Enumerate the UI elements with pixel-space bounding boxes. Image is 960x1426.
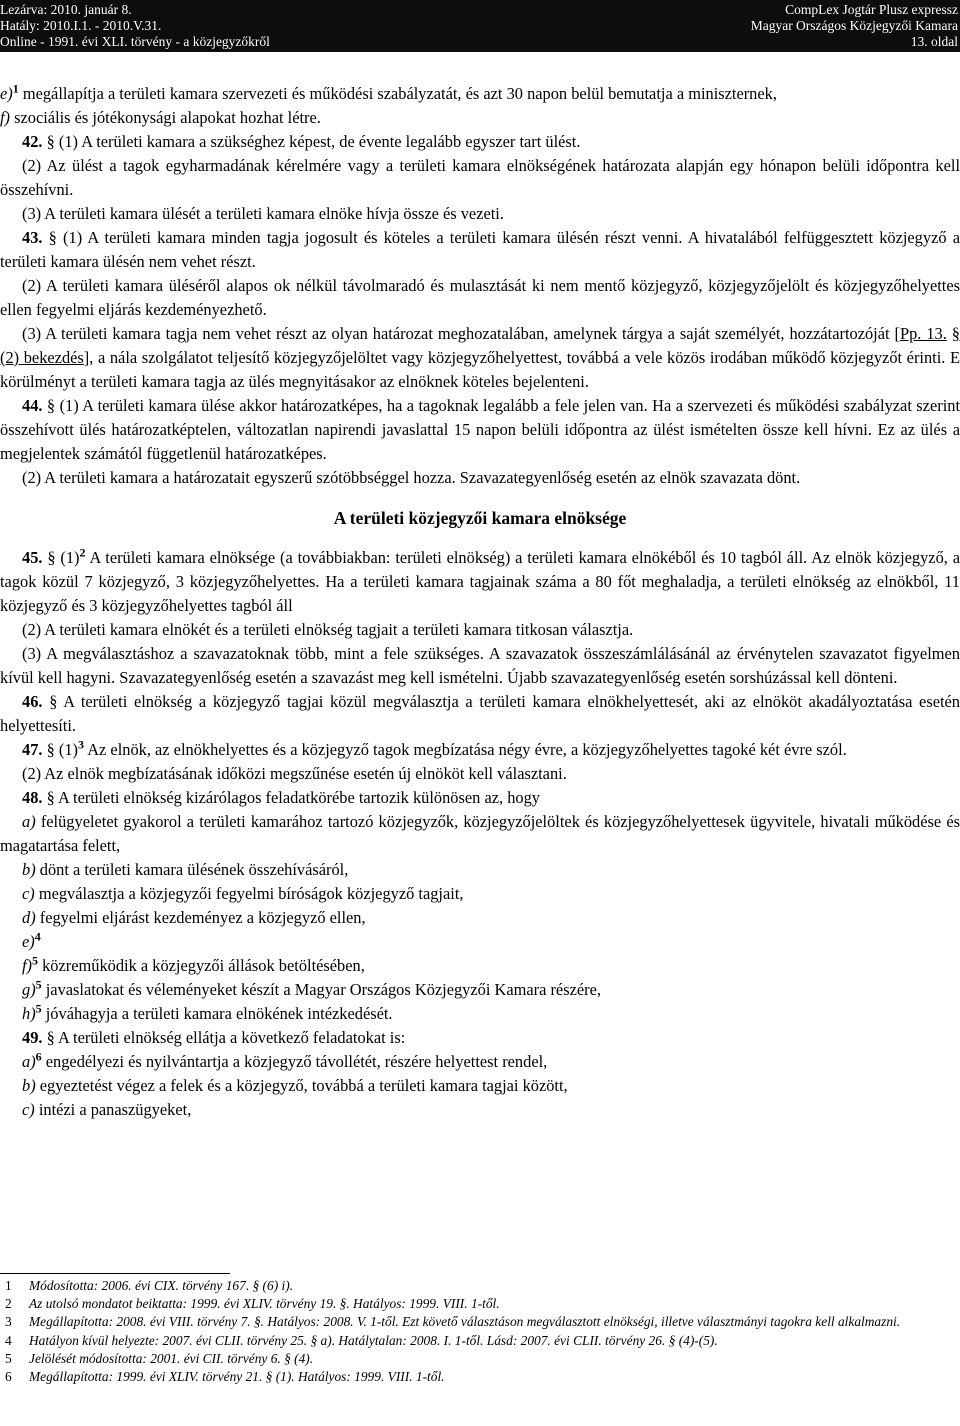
section-text: § (1) A területi kamara a szükséghez képest, de évente legalább egyszer tart ülést. [42, 132, 581, 151]
footnote-4 [0, 1332, 960, 1350]
header-right [751, 2, 958, 50]
section-44-p2: (2) A területi kamara a határozatait egyszerű szótöbbséggel hozza. Szavazategyenlőség esetén az elnök szavazata dönt. [22, 468, 801, 487]
point-48-h [0, 1002, 960, 1026]
section-number: 44. [22, 396, 43, 415]
footnote-number: 4 [5, 1332, 12, 1348]
point-text: megállapítja a területi kamara szervezeti és működési szabályzatát, és azt 30 napon belül bemutatja a miniszternek, [18, 84, 777, 103]
header-law-title: Online - 1991. évi XLI. törvény - a közjegyzőkről [0, 34, 270, 49]
footnotes [0, 1277, 960, 1386]
section-text: § A területi elnökség ellátja a következő feladatokat is: [42, 1028, 406, 1047]
footnote-text: Jelölését módosította: 2001. évi CII. törvény 6. § (4). [29, 1350, 314, 1366]
section-number: 45. [22, 548, 43, 567]
header-validity: Hatály: 2010.I.1. - 2010.V.31. [0, 18, 162, 33]
footnote-number: 5 [5, 1350, 12, 1366]
point-48-f [0, 954, 960, 978]
section-46-p1 [0, 690, 960, 738]
section-text: (3) A területi kamara tagja nem vehet részt az olyan határozat meghozatalában, amelynek tárgya a saját személyét, hozzátartozóját [ [22, 324, 900, 343]
paragraph-e [0, 82, 960, 106]
point-label: f) [0, 108, 11, 127]
point-label: g) [22, 980, 36, 999]
footnote-ref[interactable]: 2 [79, 545, 86, 560]
footnote-ref[interactable]: 5 [35, 1001, 42, 1016]
page-header [0, 0, 960, 52]
header-publisher: Magyar Országos Közjegyzői Kamara [750, 18, 958, 33]
section-45-p1 [0, 546, 960, 618]
footnote-6 [0, 1368, 960, 1386]
footnote-ref[interactable]: 3 [78, 737, 85, 752]
section-47-p1 [0, 738, 960, 762]
section-text: § (1) [42, 740, 79, 759]
point-49-a [0, 1050, 960, 1074]
section-text: Az elnök, az elnökhelyettes és a közjegyző tagok megbízatása négy évre, a közjegyzőhelyettes tagoké két évre szól. [84, 740, 847, 759]
point-label: e) [0, 84, 13, 103]
point-text: intézi a panaszügyeket, [34, 1100, 192, 1119]
footnote-2 [0, 1295, 960, 1313]
section-49-p1 [0, 1026, 960, 1050]
section-42-p1 [0, 130, 960, 154]
section-44-p1 [0, 394, 960, 466]
section-text: § A területi elnökség a közjegyző tagjai közül megválasztja a területi kamara elnökhelyettesét, aki az elnököt akadályoztatása esetén helyettesíti. [0, 692, 960, 735]
point-text: egyeztetést végez a felek és a közjegyző, továbbá a területi kamara tagjai között, [35, 1076, 568, 1095]
point-text: javaslatokat és véleményeket készít a Magyar Országos Közjegyzői Kamara részére, [41, 980, 601, 999]
section-43-p3 [0, 322, 960, 394]
point-text: engedélyezi és nyilvántartja a közjegyző távollétét, részére helyettest rendel, [41, 1052, 548, 1071]
section-text: § (1) [42, 548, 80, 567]
footnote-ref[interactable]: 6 [35, 1049, 42, 1064]
section-text: A területi kamara elnöksége (a továbbiakban: területi elnökség) a területi kamara elnökéből és 10 tagból áll. Az elnök közjegyző, a tagok közül 7 közjegyző, 3 közjegyzőhelyettes. Ha a területi kamara tagjainak száma a 80 főt meghaladja, a területi elnökség az elnökből, 11 közjegyző és 3 közjegyzőhelyettes tagból áll [0, 548, 960, 615]
footnote-text: Hatályon kívül helyezte: 2007. évi CLII. törvény 25. § a). Hatálytalan: 2008. I. 1-től. Lásd: 2007. évi CLII. törvény 26. § (4)-(5). [29, 1332, 718, 1348]
point-text: dönt a területi kamara ülésének összehívásáról, [35, 860, 349, 879]
point-text: jóváhagyja a területi kamara elnökének intézkedését. [41, 1004, 393, 1023]
point-label: a) [22, 1052, 36, 1071]
section-text: § (1) A területi kamara ülése akkor határozatképes, ha a tagoknak legalább a fele jelen van. Ha a szervezeti és működési szabályzat szerint összehívott ülés határozatképtelen, változatlan napirendi javaslattal 15 napon belüli időpontra az ülést ismételten össze kell hívni. Ez az ülés a megjelentek számától függetlenül határozatképes. [0, 396, 960, 463]
section-number: 42. [22, 132, 43, 151]
point-48-c [0, 882, 960, 906]
point-label: b) [22, 860, 36, 879]
point-text: felügyeletet gyakorol a területi kamarához tartozó közjegyzők, közjegyzőjelöltek és közjegyzőhelyettesek ügyvitele, hivatali működése és magatartása felett, [0, 812, 960, 855]
section-42-p2: (2) Az ülést a tagok egyharmadának kérelmére vagy a területi kamara elnökségének határozata alapján egy hónapon belüli időpontra kell összehívni. [0, 156, 960, 199]
header-closed-date: Lezárva: 2010. január 8. [0, 2, 132, 17]
section-43-p2: (2) A területi kamara üléséről alapos ok nélkül távolmaradó és mulasztását ki nem mentő közjegyző, közjegyzőjelölt és közjegyzőhelyettes ellen fegyelmi eljárás kezdeményezhető. [0, 276, 960, 319]
section-number: 43. [22, 228, 43, 247]
point-48-g [0, 978, 960, 1002]
section-42-p3: (3) A területi kamara ülését a területi kamara elnöke hívja össze és vezeti. [22, 204, 504, 223]
section-number: 48. [22, 788, 43, 807]
point-label: h) [22, 1004, 36, 1023]
footnote-number: 2 [5, 1296, 12, 1312]
point-48-d [0, 906, 960, 930]
cross-reference-link[interactable]: Pp. 13. [899, 324, 947, 343]
point-48-e [0, 930, 960, 954]
footnote-number: 6 [5, 1369, 12, 1385]
point-48-b [0, 858, 960, 882]
section-number: 46. [22, 692, 43, 711]
point-48-a [0, 810, 960, 858]
footnote-ref[interactable]: 5 [35, 977, 42, 992]
point-text: közreműködik a közjegyzői állások betöltésében, [38, 956, 365, 975]
point-text: szociális és jótékonysági alapokat hozhat létre. [10, 108, 321, 127]
header-page-number: 13. oldal [910, 34, 958, 49]
footnote-separator [0, 1273, 230, 1274]
footnote-ref[interactable]: 5 [32, 953, 39, 968]
point-label: e) [22, 932, 35, 951]
footnote-number: 3 [5, 1314, 12, 1330]
section-48-p1 [0, 786, 960, 810]
point-label: c) [22, 1100, 35, 1119]
footnote-ref[interactable]: 4 [34, 929, 41, 944]
chapter-heading: A területi közjegyzői kamara elnöksége [333, 508, 627, 528]
footnote-1 [0, 1277, 960, 1295]
footnote-number: 1 [5, 1278, 12, 1293]
section-text: ], a nála szolgálatot teljesítő közjegyzőjelöltet vagy közjegyzőhelyettest, továbbá a vele közös irodában működő közjegyzőt érinti. E körülményt a területi kamara tagja az ülés megnyitásakor az elnöknek köteles bejelenteni. [0, 348, 960, 391]
point-49-b [0, 1074, 960, 1098]
section-45-p2: (2) A területi kamara elnökét és a területi elnökség tagjait a területi kamara titkosan választja. [22, 620, 634, 639]
point-label: f) [22, 956, 33, 975]
footnote-text: Az utolsó mondatot beiktatta: 1999. évi XLIV. törvény 19. §. Hatályos: 1999. VIII. 1-től. [29, 1296, 500, 1312]
point-text: megválasztja a közjegyzői fegyelmi bíróságok közjegyző tagjait, [34, 884, 464, 903]
point-text: fegyelmi eljárást kezdeményez a közjegyző ellen, [35, 908, 366, 927]
footnote-text: Módosította: 2006. évi CIX. törvény 167. § (6) i). [29, 1278, 294, 1293]
document-body [0, 82, 960, 1122]
footnote-5 [0, 1350, 960, 1368]
section-number: 47. [22, 740, 43, 759]
section-43-p1 [0, 226, 960, 274]
section-text: § A területi elnökség kizárólagos feladatkörébe tartozik különösen az, hogy [42, 788, 540, 807]
paragraph-f [0, 106, 960, 130]
point-49-c [0, 1098, 960, 1122]
footnote-ref[interactable]: 1 [12, 81, 19, 96]
footnote-3 [0, 1313, 960, 1331]
section-45-p3: (3) A megválasztáshoz a szavazatoknak több, mint a fele szükséges. A szavazatok összeszámlálásánál az érvénytelen szavazatot figyelmen kívül kell hagyni. Szavazategyenlőség esetén a szavazást meg kell ismételni. Újabb szavazategyenlőség esetén sorshúzással kell dönteni. [0, 644, 960, 687]
section-number: 49. [22, 1028, 43, 1047]
header-product: CompLex Jogtár Plusz expressz [785, 2, 958, 17]
section-text: § (1) A területi kamara minden tagja jogosult és köteles a területi kamara ülésén részt venni. A hivatalából felfüggesztett közjegyző a területi kamara ülésén nem vehet részt. [0, 228, 960, 271]
header-left [0, 2, 270, 50]
point-label: c) [22, 884, 35, 903]
point-label: d) [22, 908, 36, 927]
footnote-text: Megállapította: 1999. évi XLIV. törvény 21. § (1). Hatályos: 1999. VIII. 1-től. [29, 1369, 445, 1385]
point-label: a) [22, 812, 36, 831]
point-label: b) [22, 1076, 36, 1095]
section-47-p2: (2) Az elnök megbízatásának időközi megszűnése esetén új elnököt kell választani. [22, 764, 567, 783]
footnote-text: Megállapította: 2008. évi VIII. törvény 7. §. Hatályos: 2008. V. 1-től. Ezt követő választáson megválasztott elnökségi, illetve választmányi tagokra kell alkalmazni. [29, 1314, 901, 1330]
cross-reference-link[interactable]: § (2) bekezdés [0, 324, 960, 367]
